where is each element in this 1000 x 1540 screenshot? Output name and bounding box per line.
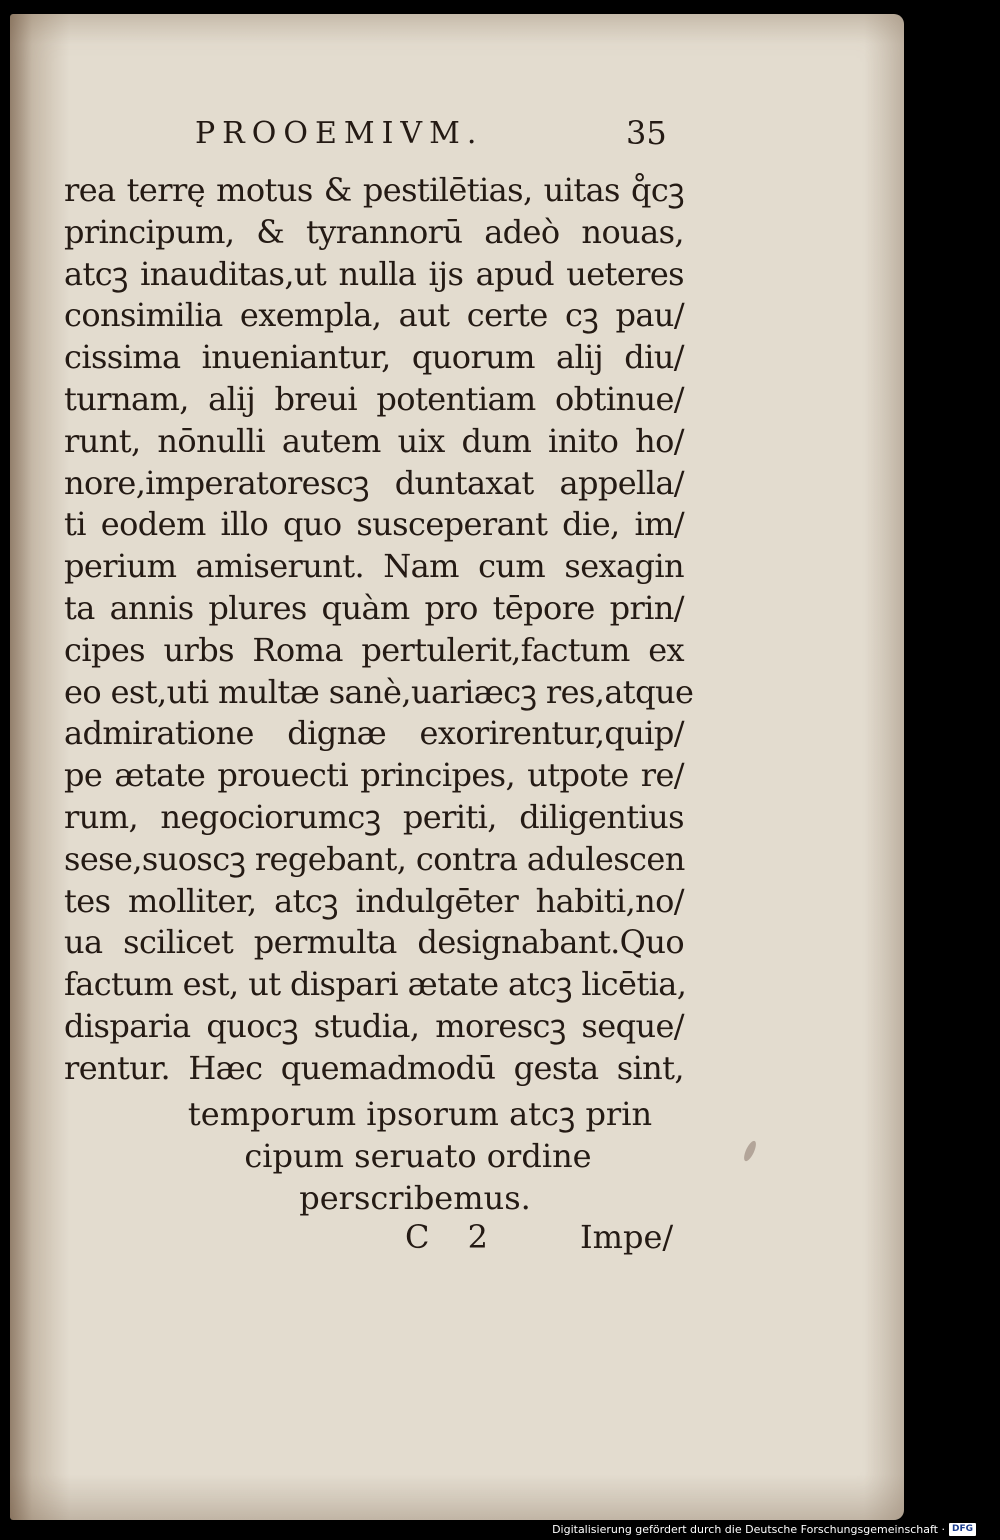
credit-text: Digitalisierung gefördert durch die Deutsche Forschungsgemeinschaft · <box>552 1523 945 1536</box>
text-line: atcꝫ inauditas,ut nulla ijs apud ueteres <box>64 254 684 293</box>
text-line: perium amiserunt. Nam cum sexagin <box>64 547 684 586</box>
closing-line: cipum seruato ordine <box>244 1137 592 1175</box>
text-line: rum, negociorumcꝫ periti, diligentius <box>64 797 684 836</box>
text-line: cipes urbs Roma pertulerit,factum ex <box>64 630 684 669</box>
running-head: PROOEMIVM. <box>195 116 484 151</box>
body-text <box>64 170 694 1090</box>
text-line: runt, nōnulli autem uix dum inito ho/ <box>64 421 684 460</box>
text-line: consimilia exempla, aut certe cꝫ pau/ <box>64 296 684 335</box>
text-line: factum est, ut dispari ætate atcꝫ licētia, <box>64 965 687 1004</box>
text-line: rentur. Hæc quemadmodū gesta sint, <box>64 1048 684 1087</box>
text-line: ta annis plures quàm pro tēpore prin/ <box>64 588 684 627</box>
digitization-credit <box>552 1523 976 1536</box>
signature-mark: C 2 <box>405 1218 503 1256</box>
text-line: principum, & tyrannorū adeò nouas, <box>64 212 684 251</box>
page-number: 35 <box>626 114 667 152</box>
text-line: sese,suoscꝫ regebant, contra adulescen <box>64 839 685 878</box>
text-line: rea terrę motus & pestilētias, uitas q̊cꝫ <box>64 171 684 209</box>
text-line: turnam, alij breui potentiam obtinue/ <box>64 379 684 418</box>
text-line: admiratione dignæ exorirentur,quip/ <box>64 714 684 753</box>
text-line: cissima inueniantur, quorum alij diu/ <box>64 338 684 377</box>
closing-line: temporum ipsorum atcꝫ prin <box>187 1095 653 1133</box>
catchword: Impe/ <box>580 1218 674 1256</box>
text-line: pe ætate prouecti principes, utpote re/ <box>64 756 684 795</box>
dfg-logo: DFG <box>949 1523 976 1536</box>
text-line: disparia quocꝫ studia, morescꝫ seque/ <box>64 1006 684 1045</box>
text-line: tes molliter, atcꝫ indulgēter habiti,no/ <box>64 881 684 920</box>
text-line: ti eodem illo quo susceperant die, im/ <box>64 505 684 544</box>
text-line: eo est,uti multæ sanè,uariæcꝫ res,atque <box>64 672 694 711</box>
closing-line: perscribemus. <box>299 1179 531 1217</box>
text-line: nore,imperatorescꝫ duntaxat appella/ <box>64 463 684 502</box>
text-line: ua scilicet permulta designabant.Quo <box>64 923 684 962</box>
